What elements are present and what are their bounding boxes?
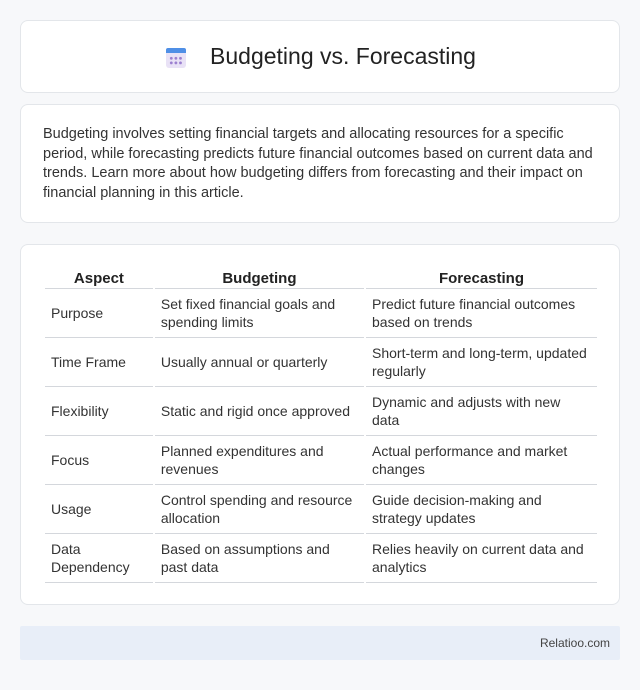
budgeting-cell: Static and rigid once approved (155, 387, 364, 436)
aspect-cell: Data Dependency (45, 534, 153, 583)
aspect-cell: Flexibility (45, 387, 153, 436)
header-forecasting: Forecasting (366, 265, 597, 289)
footer (20, 626, 620, 660)
budgeting-cell: Based on assumptions and past data (155, 534, 364, 583)
forecasting-cell: Relies heavily on current data and analytics (366, 534, 597, 583)
aspect-cell: Usage (45, 485, 153, 534)
comparison-table (43, 265, 599, 583)
intro-text: Budgeting involves setting financial targets and allocating resources for a specific period, while forecasting predicts future financial outcomes based on current data and trends. Learn more about how budgeting differs from forecasting and their impact on financial planning in this article. (43, 126, 593, 201)
aspect-cell: Time Frame (45, 338, 153, 387)
table-header-row (45, 265, 597, 289)
forecasting-cell: Guide decision-making and strategy updates (366, 485, 597, 534)
title-card (20, 20, 620, 93)
calendar-icon (164, 45, 188, 69)
budgeting-cell: Set fixed financial goals and spending limits (155, 289, 364, 338)
comparison-card (20, 244, 620, 605)
budgeting-cell: Control spending and resource allocation (155, 485, 364, 534)
forecasting-cell: Predict future financial outcomes based on trends (366, 289, 597, 338)
table-row (45, 387, 597, 436)
intro-card (20, 104, 620, 223)
table-row (45, 534, 597, 583)
header-aspect: Aspect (45, 265, 153, 289)
forecasting-cell: Short-term and long-term, updated regularly (366, 338, 597, 387)
footer-brand: Relatioo.com (539, 636, 610, 650)
aspect-cell: Focus (45, 436, 153, 485)
header-budgeting: Budgeting (155, 265, 364, 289)
page-title: Budgeting vs. Forecasting (210, 43, 476, 69)
forecasting-cell: Actual performance and market changes (366, 436, 597, 485)
table-row (45, 436, 597, 485)
table-row (45, 338, 597, 387)
forecasting-cell: Dynamic and adjusts with new data (366, 387, 597, 436)
aspect-cell: Purpose (45, 289, 153, 338)
budgeting-cell: Usually annual or quarterly (155, 338, 364, 387)
budgeting-cell: Planned expenditures and revenues (155, 436, 364, 485)
table-row (45, 485, 597, 534)
table-row (45, 289, 597, 338)
